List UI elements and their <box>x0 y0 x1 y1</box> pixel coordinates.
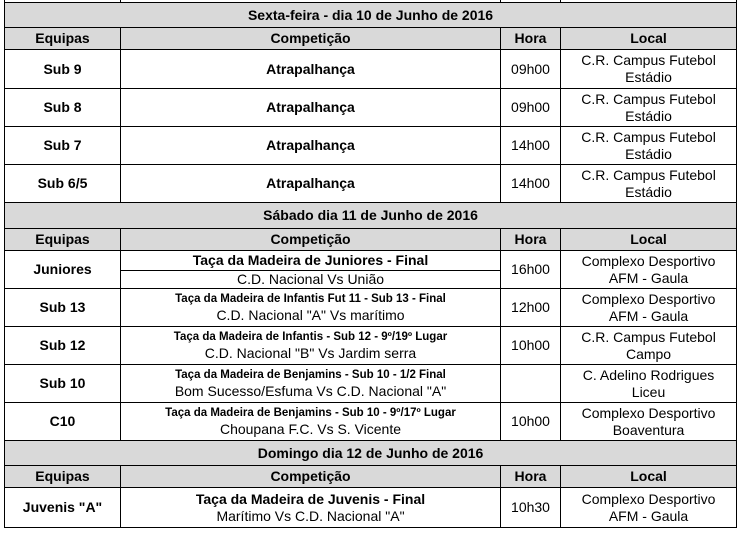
place-line-1: Complexo Desportivo <box>581 290 716 307</box>
header-time: Hora <box>501 229 561 251</box>
place-line-2: AFM - Gaula <box>608 507 689 524</box>
header-teams: Equipas <box>5 229 121 251</box>
place-line-1: Complexo Desportivo <box>581 252 716 269</box>
competition-title: Taça da Madeira de Juniores - Final <box>192 251 429 268</box>
header-row <box>5 229 737 251</box>
place-line-1: C.R. Campus Futebol <box>581 128 716 145</box>
competition-title: Taça da Madeira de Infantis Fut 11 - Sub 13 - Final <box>175 292 446 305</box>
table-row <box>5 50 737 89</box>
competition-match: Marítimo Vs C.D. Nacional "A" <box>216 507 405 524</box>
place-cell <box>561 50 737 89</box>
header-teams: Equipas <box>5 466 121 488</box>
time-cell: 14h00 <box>501 127 561 165</box>
place-line-2: AFM - Gaula <box>608 307 689 324</box>
competition-match: C.D. Nacional "A" Vs marítimo <box>216 306 405 323</box>
place-line-2: Estádio <box>625 107 672 124</box>
place-line-1: C.R. Campus Futebol <box>581 166 716 183</box>
table-row <box>5 488 737 528</box>
schedule-table <box>4 2 737 528</box>
day-title-row <box>5 3 737 28</box>
place-cell <box>561 365 737 403</box>
header-place: Local <box>561 28 737 50</box>
competition-title: Taça da Madeira de Juvenis - Final <box>195 490 426 507</box>
place-line-2: Campo <box>625 345 672 362</box>
header-competition: Competição <box>121 466 501 488</box>
competition-title: Taça da Madeira de Benjamins - Sub 10 - 1/2 Final <box>175 368 446 381</box>
competition-cell <box>121 365 501 403</box>
competition-cell <box>121 289 501 327</box>
competition-match: Bom Sucesso/Esfuma Vs C.D. Nacional "A" <box>174 382 447 399</box>
table-row <box>5 127 737 165</box>
place-line-2: Boaventura <box>612 421 685 438</box>
competition-cell <box>121 327 501 365</box>
time-cell: 10h30 <box>501 488 561 528</box>
time-cell: 12h00 <box>501 289 561 327</box>
time-cell: 10h00 <box>501 403 561 441</box>
competition-cell <box>121 251 501 289</box>
team-cell: Sub 13 <box>5 289 121 327</box>
day-title-row <box>5 203 737 229</box>
time-cell: 09h00 <box>501 50 561 89</box>
team-cell: C10 <box>5 403 121 441</box>
time-cell <box>501 365 561 403</box>
place-line-1: C.R. Campus Futebol <box>581 90 716 107</box>
header-teams: Equipas <box>5 28 121 50</box>
competition-match: Choupana F.C. Vs S. Vicente <box>219 420 402 437</box>
competition-title: Taça da Madeira de Infantis - Sub 12 - 9º/19º Lugar <box>173 330 448 343</box>
place-cell <box>561 165 737 203</box>
day-title: Sexta-feira - dia 10 de Junho de 2016 <box>5 3 737 28</box>
time-cell: 09h00 <box>501 89 561 127</box>
table-row <box>5 251 737 289</box>
table-row <box>5 289 737 327</box>
header-place: Local <box>561 466 737 488</box>
table-row <box>5 165 737 203</box>
competition-cell: Atrapalhança <box>121 165 501 203</box>
place-cell <box>561 327 737 365</box>
header-time: Hora <box>501 28 561 50</box>
competition-cell: Atrapalhança <box>121 127 501 165</box>
place-line-2: Estádio <box>625 69 672 85</box>
place-line-2: AFM - Gaula <box>608 269 689 286</box>
table-row <box>5 365 737 403</box>
competition-cell: Atrapalhança <box>121 89 501 127</box>
place-cell <box>561 488 737 528</box>
team-cell: Juniores <box>5 251 121 289</box>
header-row <box>5 466 737 488</box>
time-cell: 14h00 <box>501 165 561 203</box>
table-row <box>5 403 737 441</box>
competition-match: C.D. Nacional "B" Vs Jardim serra <box>204 344 417 361</box>
competition-title: Taça da Madeira de Benjamins - Sub 10 - 9º/17º Lugar <box>165 406 456 419</box>
place-line-1: Complexo Desportivo <box>581 404 716 421</box>
competition-cell: Atrapalhança <box>121 50 501 89</box>
place-cell <box>561 89 737 127</box>
team-cell: Sub 12 <box>5 327 121 365</box>
header-competition: Competição <box>121 229 501 251</box>
place-cell <box>561 403 737 441</box>
place-cell <box>561 127 737 165</box>
place-line-2: Liceu <box>631 383 666 400</box>
place-cell <box>561 251 737 289</box>
header-time: Hora <box>501 466 561 488</box>
team-cell: Sub 9 <box>5 50 121 89</box>
day-title: Domingo dia 12 de Junho de 2016 <box>5 441 737 466</box>
day-title: Sábado dia 11 de Junho de 2016 <box>5 203 737 229</box>
time-cell: 16h00 <box>501 251 561 289</box>
place-cell <box>561 289 737 327</box>
header-place: Local <box>561 229 737 251</box>
place-line-1: C.R. Campus Futebol <box>581 52 716 68</box>
team-cell: Sub 6/5 <box>5 165 121 203</box>
team-cell: Sub 8 <box>5 89 121 127</box>
place-line-2: Estádio <box>625 145 672 162</box>
competition-cell <box>121 488 501 528</box>
table-row <box>5 89 737 127</box>
team-cell: Juvenis "A" <box>5 488 121 528</box>
competition-cell <box>121 403 501 441</box>
header-competition: Competição <box>121 28 501 50</box>
competition-match: C.D. Nacional Vs União <box>236 270 385 287</box>
team-cell: Sub 7 <box>5 127 121 165</box>
day-title-row <box>5 441 737 466</box>
header-row <box>5 28 737 50</box>
time-cell: 10h00 <box>501 327 561 365</box>
place-line-1: C. Adelino Rodrigues <box>582 366 715 383</box>
team-cell: Sub 10 <box>5 365 121 403</box>
place-line-1: Complexo Desportivo <box>581 490 716 507</box>
table-row <box>5 327 737 365</box>
place-line-1: C.R. Campus Futebol <box>581 328 716 345</box>
place-line-2: Estádio <box>625 183 672 200</box>
